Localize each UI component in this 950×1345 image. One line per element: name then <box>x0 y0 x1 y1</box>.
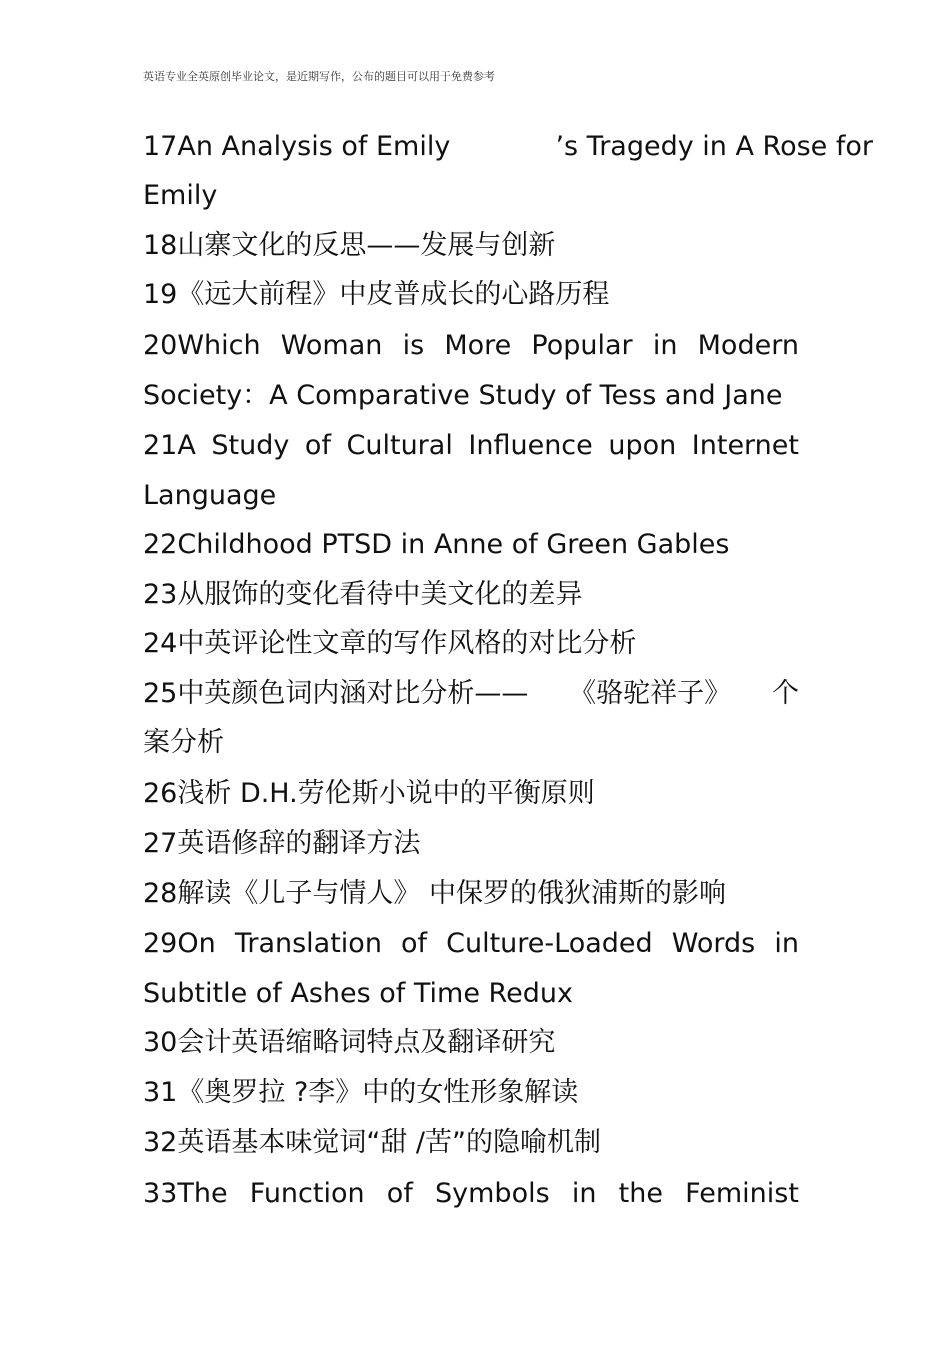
title-20-line-1 <box>143 329 799 363</box>
title-25-part: 25中英颜色词内涵对比分析—— <box>143 678 529 709</box>
title-17-line-1 <box>143 130 873 164</box>
title-19: 19《远大前程》中皮普成长的心路历程 <box>143 279 610 310</box>
title-21-line-2: Language <box>143 480 277 511</box>
title-33-word: the <box>618 1178 663 1209</box>
title-33-word: in <box>571 1178 597 1209</box>
title-33-word: of <box>386 1178 413 1209</box>
title-20-word: 20Which <box>143 330 261 361</box>
title-17-part-1: 17An Analysis of Emily <box>143 131 451 162</box>
title-22: 22Childhood PTSD in Anne of Green Gables <box>143 529 730 560</box>
title-26: 26浅析 D.H.劳伦斯小说中的平衡原则 <box>143 778 595 809</box>
title-21-word: Internet <box>691 430 799 461</box>
title-24: 24中英评论性文章的写作风格的对比分析 <box>143 628 637 659</box>
title-33-word: Symbols <box>435 1178 550 1209</box>
title-20-word: More <box>444 330 512 361</box>
title-33-word: Function <box>249 1178 365 1209</box>
title-29-word: 29On <box>143 928 216 959</box>
title-33-line-1 <box>143 1177 799 1211</box>
title-25-line-1 <box>143 677 799 711</box>
title-21-word: Influence <box>468 430 593 461</box>
title-29-line-1 <box>143 927 799 961</box>
title-25-part: 《骆驼祥子》 <box>569 678 732 709</box>
title-30: 30会计英语缩略词特点及翻译研究 <box>143 1027 556 1058</box>
title-31: 31《奥罗拉 ?李》中的女性形象解读 <box>143 1077 579 1108</box>
title-21-line-1 <box>143 429 799 463</box>
title-21-word: Cultural <box>346 430 453 461</box>
title-20-word: is <box>402 330 425 361</box>
title-23: 23从服饰的变化看待中美文化的差异 <box>143 579 583 610</box>
title-25-part: 个 <box>771 678 799 709</box>
title-27: 27英语修辞的翻译方法 <box>143 828 421 859</box>
title-29-word: of <box>401 928 428 959</box>
title-29-word: Culture-Loaded <box>446 928 653 959</box>
title-20-line-2: Society：A Comparative Study of Tess and Jane <box>143 380 783 411</box>
title-29-line-2: Subtitle of Ashes of Time Redux <box>143 978 573 1009</box>
title-33-word: Feminist <box>685 1178 799 1209</box>
title-21-word: of <box>304 430 331 461</box>
title-21-word: Study <box>211 430 290 461</box>
title-21-word: 21A <box>143 430 196 461</box>
title-29-word: in <box>774 928 799 959</box>
title-20-word: Popular <box>531 330 633 361</box>
title-20-word: in <box>652 330 678 361</box>
title-29-word: Translation <box>234 928 382 959</box>
title-20-word: Woman <box>280 330 383 361</box>
page-header-note: 英语专业全英原创毕业论文，是近期写作，公布的题目可以用于免费参考 <box>143 70 495 83</box>
title-28: 28解读《儿子与情人》 中保罗的俄狄浦斯的影响 <box>143 878 726 909</box>
title-32: 32英语基本味觉词“甜 /苦”的隐喻机制 <box>143 1127 602 1158</box>
title-17-part-2: ’s Tragedy in A Rose for <box>555 131 873 162</box>
title-25-line-2: 案分析 <box>143 727 224 758</box>
title-21-word: upon <box>608 430 677 461</box>
title-29-word: Words <box>671 928 756 959</box>
title-20-word: Modern <box>697 330 799 361</box>
title-17-line-2: Emily <box>143 180 218 211</box>
title-33-word: 33The <box>143 1178 228 1209</box>
title-18: 18山寨文化的反思——发展与创新 <box>143 230 556 261</box>
